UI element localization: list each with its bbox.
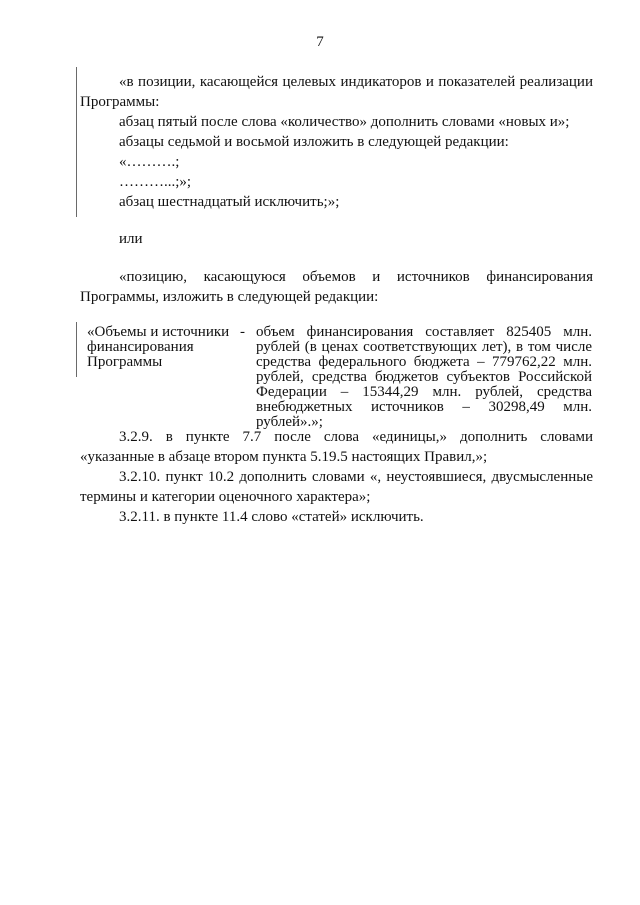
paragraph-line: Программы, изложить в следующей редакции:: [80, 289, 379, 305]
table-value-line: рублей (в ценах соответствующих лет), в том числе: [256, 339, 592, 355]
table-value-line: объем финансирования составляет 825405 млн.: [256, 324, 592, 340]
table-cell-value: [256, 325, 592, 430]
paragraph-line: абзацы седьмой и восьмой изложить в следующей редакции:: [119, 134, 509, 150]
paragraph-line: «в позиции, касающейся целевых индикаторов и показателей реализации: [119, 74, 593, 90]
paragraph-line: термины и категории оценочного характера»;: [80, 489, 371, 505]
paragraph-line: 3.2.11. в пункте 11.4 слово «статей» исключить.: [119, 509, 424, 525]
table-value-line: средства федерального бюджета – 779762,22 млн.: [256, 354, 592, 370]
paragraph-line: Программы:: [80, 94, 160, 110]
margin-revision-line: [76, 67, 77, 217]
table-value-line: Федерации – 15344,29 млн. рублей, средства: [256, 384, 592, 400]
paragraph-line: «указанные в абзаце втором пункта 5.19.5 настоящих Правил,»;: [80, 449, 488, 465]
paragraph-line: абзац шестнадцатый исключить;»;: [119, 194, 340, 210]
paragraph-line: абзац пятый после слова «количество» дополнить словами «новых и»;: [119, 114, 570, 130]
table-value-line: внебюджетных источников – 30298,49 млн.: [256, 399, 592, 415]
paragraph-line: «……….;: [119, 154, 180, 170]
margin-revision-line-table: [76, 322, 77, 377]
table-label-line: финансирования: [87, 339, 194, 355]
paragraph-line: ………...;»;: [119, 174, 192, 190]
table-cell-label: [87, 325, 237, 370]
paragraph-line: или: [119, 231, 143, 247]
table-dash: -: [240, 324, 245, 340]
table-value-line: рублей, средства бюджетов субъектов Российской: [256, 369, 592, 385]
table-label-line: Программы: [87, 354, 163, 370]
table-label-line: «Объемы и источники: [87, 324, 230, 340]
paragraph-line: 3.2.10. пункт 10.2 дополнить словами «, неустоявшиеся, двусмысленные: [119, 469, 593, 485]
paragraph-line: «позицию, касающуюся объемов и источников финансирования: [119, 269, 593, 285]
page-number: 7: [316, 34, 324, 50]
table-value-line: рублей».»;: [256, 414, 323, 430]
paragraph-line: 3.2.9. в пункте 7.7 после слова «единицы,» дополнить словами: [119, 429, 593, 445]
